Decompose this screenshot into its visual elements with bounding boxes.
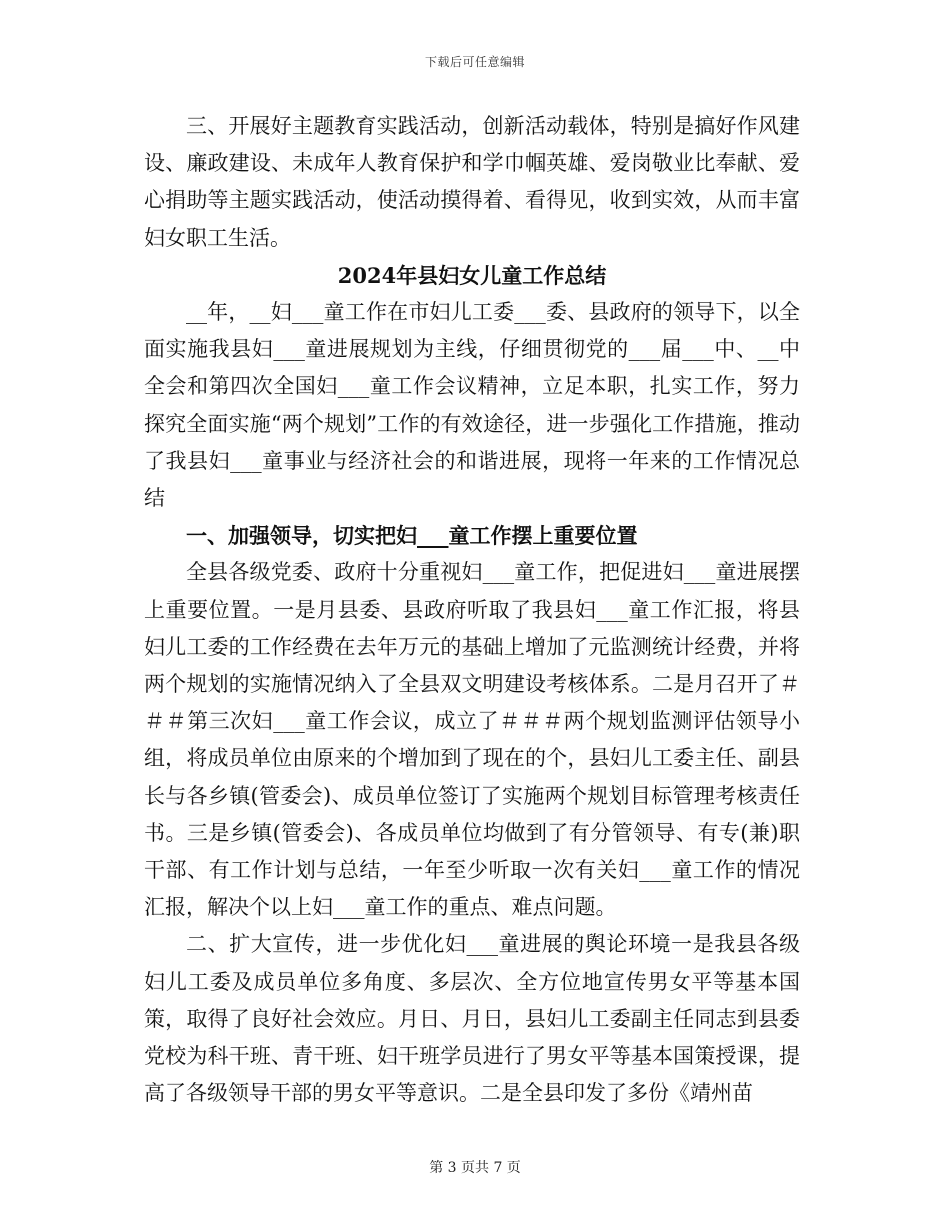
page-header: 下载后可任意编辑 [424,55,525,69]
body-paragraph-2: 全县各级党委、政府十分重视妇___童工作，把促进妇___童进展摆上重要位置。一是月县委、县政府听取了我县妇___童工作汇报，将县妇儿工委的工作经费在去年万元的基础上增加了元监测统计经费，并将两个规划的实施情况纳入了全县双文明建设考核体系。二是月召开了＃＃＃第三次妇___童工作会议，成立了＃＃＃两个规划监测评估领导小组，将成员单位由原来的个增加到了现在的个，县妇儿工委主任、副县长与各乡镇(管委会)、成员单位签订了实施两个规划目标管理考核责任书。三是乡镇(管委会)、各成员单位均做到了有分管领导、有专(兼)职干部、有工作计划与总结，一年至少听取一次有关妇___童工作的情况汇报，解决个以上妇___童工作的重点、难点问题。 [144,560,800,920]
page-footer: 第 3 页共 7 页 [429,1160,521,1176]
intro-paragraph: 三、开展好主题教育实践活动，创新活动载体，特别是搞好作风建设、廉政建设、未成年人教育保护和学巾帼英雄、爱岗敬业比奉献、爱心捐助等主题实践活动，使活动摸得着、看得见，收到实效，从而丰富妇女职工生活。 [144,114,800,250]
document-title: 2024年县妇女儿童工作总结 [337,262,607,288]
document-body [144,108,800,1112]
section-heading-1: 一、加强领导，切实把妇___童工作摆上重要位置 [186,523,638,549]
body-paragraph-1: __年，__妇___童工作在市妇儿工委___委、县政府的领导下，以全面实施我县妇___童进展规划为主线，仔细贯彻党的___届___中、__中全会和第四次全国妇___童工作会议精神，立足本职，扎实工作，努力探究全面实施“两个规划”工作的有效途径，进一步强化工作措施，推动了我县妇___童事业与经济社会的和谐进展，现将一年来的工作情况总结 [144,300,800,511]
body-paragraph-3: 二、扩大宣传，进一步优化妇___童进展的舆论环境一是我县各级妇儿工委及成员单位多角度、多层次、全方位地宣传男女平等基本国策，取得了良好社会效应。月日、月日，县妇儿工委副主任同志到县委党校为科干班、青干班、妇干班学员进行了男女平等基本国策授课，提高了各级领导干部的男女平等意识。二是全县印发了多份《靖州苗 [144,932,800,1106]
